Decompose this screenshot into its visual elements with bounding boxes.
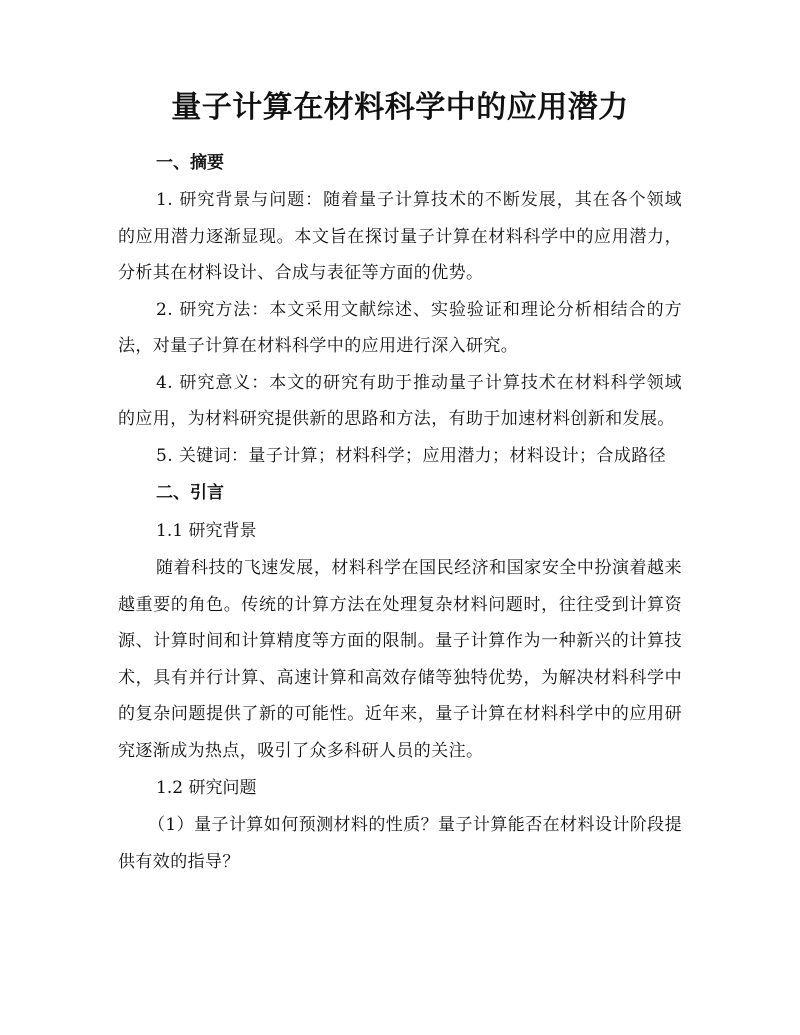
section-heading-abstract: 一、摘要: [156, 153, 224, 173]
abstract-item-significance: 4. 研究意义：本文的研究有助于推动量子计算技术在材料科学领域的应用，为材料研究提供新的思路和方法，有助于加速材料创新和发展。: [118, 372, 682, 429]
section-heading-introduction: 二、引言: [156, 483, 224, 503]
document-title: 量子计算在材料科学中的应用潜力: [171, 90, 629, 125]
abstract-item-background: 1. 研究背景与问题：随着量子计算技术的不断发展，其在各个领域的应用潜力逐渐显现。本文旨在探讨量子计算在材料科学中的应用潜力，分析其在材料设计、合成与表征等方面的优势。: [118, 190, 682, 283]
research-question-1: （1）量子计算如何预测材料的性质？量子计算能否在材料设计阶段提供有效的指导？: [118, 815, 682, 872]
subsection-heading-questions: 1.2 研究问题: [156, 778, 257, 798]
subsection-heading-background: 1.1 研究背景: [156, 521, 257, 541]
abstract-item-keywords: 5. 关键词：量子计算；材料科学；应用潜力；材料设计；合成路径: [156, 445, 667, 466]
abstract-item-method: 2. 研究方法：本文采用文献综述、实验验证和理论分析相结合的方法，对量子计算在材料科学中的应用进行深入研究。: [118, 299, 682, 356]
background-paragraph: 随着科技的飞速发展，材料科学在国民经济和国家安全中扮演着越来越重要的角色。传统的计算方法在处理复杂材料问题时，往往受到计算资源、计算时间和计算精度等方面的限制。量子计算作为一种新兴的计算技术，具有并行计算、高速计算和高效存储等独特优势，为解决材料科学中的复杂问题提供了新的可能性。近年来，量子计算在材料科学中的应用研究逐渐成为热点，吸引了众多科研人员的关注。: [118, 558, 682, 761]
